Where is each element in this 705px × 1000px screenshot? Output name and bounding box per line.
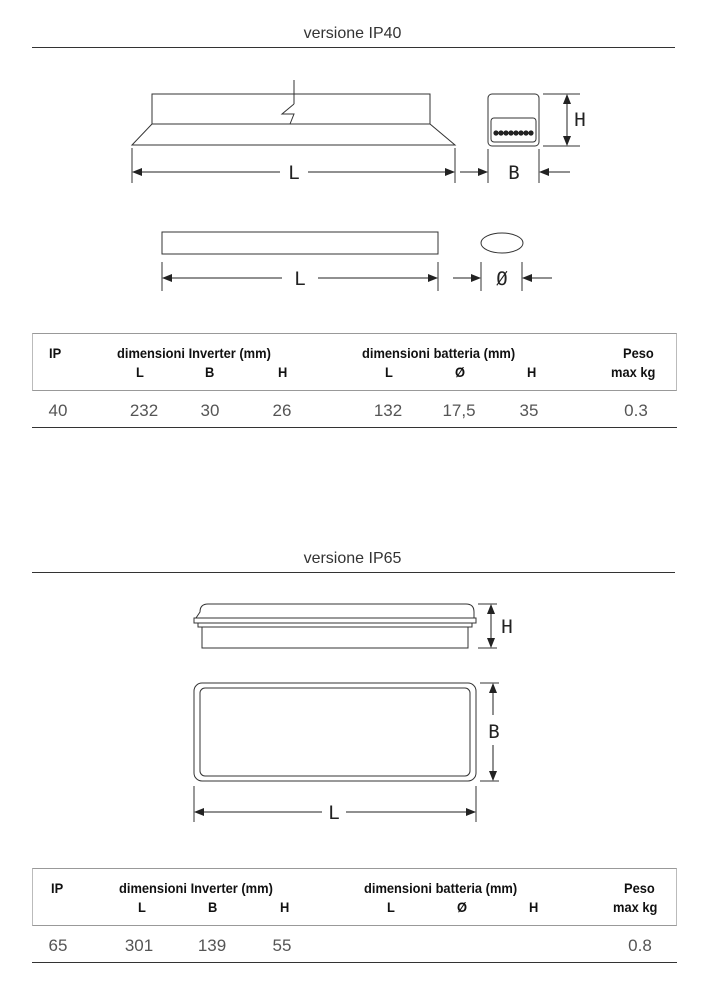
- ip65-title: versione IP65: [303, 550, 402, 567]
- col-ip: IP: [49, 345, 62, 361]
- enclosure-side-view: [194, 604, 476, 648]
- ip40-battery-length-label: L: [294, 268, 306, 290]
- ip65-width-label: B: [488, 721, 500, 743]
- cell-bat-l: 132: [373, 401, 403, 420]
- cell-inv-l: 301: [124, 936, 154, 955]
- cell-inv-l: 232: [129, 401, 159, 420]
- sub-inv-l: L: [136, 364, 144, 380]
- col-weight-unit: max kg: [611, 364, 656, 380]
- ip65-spec-table: [32, 868, 677, 963]
- col-group-inverter: dimensioni Inverter (mm): [119, 880, 273, 896]
- enclosure-top-view: [194, 683, 476, 781]
- ip65-height-label: H: [501, 616, 513, 638]
- sub-bat-l: L: [387, 899, 395, 915]
- cell-inv-h: 26: [272, 401, 292, 420]
- col-group-battery: dimensioni batteria (mm): [364, 880, 518, 896]
- cell-bat-d: 17,5: [442, 401, 476, 420]
- sub-inv-l: L: [138, 899, 146, 915]
- col-weight: Peso: [623, 345, 654, 361]
- cell-bat-h: 35: [519, 401, 539, 420]
- ip40-inverter-height-label: H: [574, 109, 586, 131]
- sub-bat-h: H: [527, 364, 537, 380]
- cell-inv-b: 30: [200, 401, 220, 420]
- sub-bat-h: H: [529, 899, 539, 915]
- sub-inv-b: B: [205, 364, 215, 380]
- cell-ip: 65: [48, 936, 68, 955]
- col-group-battery: dimensioni batteria (mm): [362, 345, 516, 361]
- sub-bat-l: L: [385, 364, 393, 380]
- col-group-inverter: dimensioni Inverter (mm): [117, 345, 271, 361]
- ip65-length-label: L: [328, 802, 340, 824]
- col-weight-unit: max kg: [613, 899, 658, 915]
- table-row: [32, 926, 677, 963]
- sub-inv-h: H: [278, 364, 288, 380]
- table-header: [32, 868, 677, 926]
- ip40-inverter-length-label: L: [288, 162, 300, 184]
- ip40-title: versione IP40: [303, 25, 402, 42]
- col-weight: Peso: [624, 880, 655, 896]
- cell-weight: 0.3: [624, 401, 648, 420]
- ip40-inverter-width-label: B: [508, 162, 520, 184]
- cell-ip: 40: [48, 401, 68, 420]
- ip40-battery-diameter-label: Ø: [496, 268, 508, 290]
- sub-inv-h: H: [280, 899, 290, 915]
- col-ip: IP: [51, 880, 64, 896]
- sub-inv-b: B: [208, 899, 218, 915]
- cell-weight: 0.8: [628, 936, 652, 955]
- cell-inv-b: 139: [197, 936, 227, 955]
- sub-bat-d: Ø: [457, 899, 468, 915]
- cell-inv-h: 55: [272, 936, 292, 955]
- sub-bat-d: Ø: [455, 364, 466, 380]
